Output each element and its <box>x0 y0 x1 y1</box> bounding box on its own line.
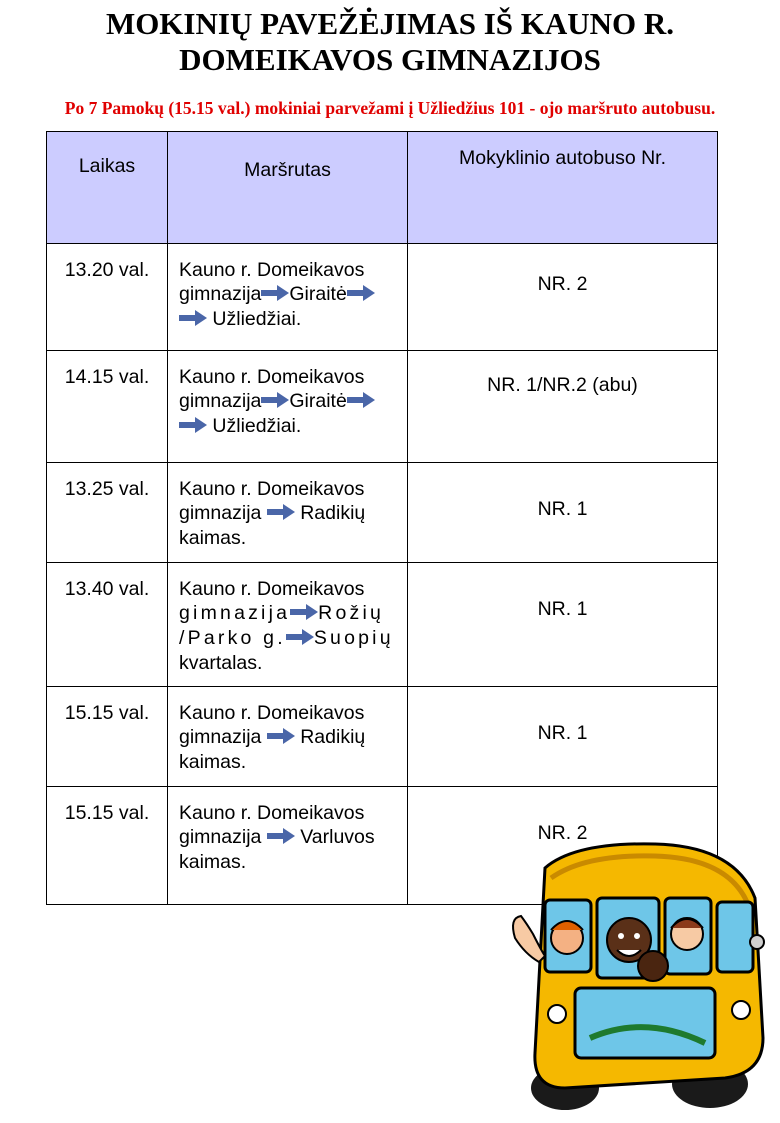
cell-bus: NR. 1 <box>408 563 718 687</box>
route-line: /Parko g. Suopių <box>179 627 394 649</box>
right-arrow-icon <box>267 826 295 850</box>
table-row <box>47 563 718 687</box>
cell-time: 15.15 val. <box>47 787 168 905</box>
right-arrow-icon <box>179 415 207 439</box>
cell-route <box>168 563 408 687</box>
cell-bus: NR. 1/NR.2 (abu) <box>408 351 718 463</box>
table-row <box>47 351 718 463</box>
schedule-table <box>46 131 718 905</box>
route-line: gimnazija Giraitė <box>179 282 397 307</box>
title-line-2: DOMEIKAVOS GIMNAZIJOS <box>179 42 601 77</box>
right-arrow-icon <box>261 283 289 307</box>
route-line: kvartalas. <box>179 652 263 674</box>
route-line: kaimas. <box>179 851 247 873</box>
cell-bus: NR. 2 <box>408 244 718 351</box>
route-line: Užliedžiai. <box>179 307 397 332</box>
cell-time: 14.15 val. <box>47 351 168 463</box>
route-line: gimnazija Radikių <box>179 502 366 524</box>
route-line: gimnazija Rožių <box>179 602 385 624</box>
right-arrow-icon <box>286 627 314 651</box>
school-bus-illustration <box>505 838 775 1118</box>
route-line: gimnazija Varluvos <box>179 826 375 848</box>
table-row <box>47 463 718 563</box>
notice-text: Po 7 Pamokų (15.15 val.) mokiniai parvežami į Užliedžius 101 - ojo maršruto autobusu. <box>64 98 716 118</box>
route-line: Kauno r. Domeikavos <box>179 802 365 824</box>
route-line: Kauno r. Domeikavos <box>179 366 365 388</box>
route-line: Užliedžiai. <box>179 414 397 439</box>
route-line: gimnazija Radikių <box>179 726 366 748</box>
cell-bus: NR. 1 <box>408 463 718 563</box>
right-arrow-icon <box>290 602 318 626</box>
right-arrow-icon <box>179 308 207 332</box>
title-line-1: MOKINIŲ PAVEŽĖJIMAS IŠ KAUNO R. <box>105 6 675 41</box>
header-bus: Mokyklinio autobuso Nr. <box>408 132 718 244</box>
route-line: kaimas. <box>179 751 247 773</box>
table-row <box>47 244 718 351</box>
cell-route <box>168 787 408 905</box>
cell-route <box>168 244 408 351</box>
cell-route <box>168 687 408 787</box>
right-arrow-icon <box>347 390 375 414</box>
route-line: Kauno r. Domeikavos <box>179 259 365 281</box>
cell-time: 13.40 val. <box>47 563 168 687</box>
route-line: Kauno r. Domeikavos <box>179 702 365 724</box>
cell-time: 13.20 val. <box>47 244 168 351</box>
right-arrow-icon <box>347 283 375 307</box>
route-line: Kauno r. Domeikavos <box>179 578 365 600</box>
cell-route <box>168 351 408 463</box>
header-route: Maršrutas <box>168 132 408 244</box>
route-line: gimnazija Giraitė <box>179 389 397 414</box>
route-line: kaimas. <box>179 527 247 549</box>
cell-time: 15.15 val. <box>47 687 168 787</box>
cell-bus: NR. 1 <box>408 687 718 787</box>
right-arrow-icon <box>267 726 295 750</box>
page-title <box>0 6 780 78</box>
cell-route <box>168 463 408 563</box>
header-time: Laikas <box>47 132 168 244</box>
table-row <box>47 687 718 787</box>
cell-bus: NR. 2 <box>408 787 718 905</box>
right-arrow-icon <box>261 390 289 414</box>
cell-time: 13.25 val. <box>47 463 168 563</box>
route-line: Kauno r. Domeikavos <box>179 478 365 500</box>
table-header-row <box>47 132 718 244</box>
right-arrow-icon <box>267 502 295 526</box>
